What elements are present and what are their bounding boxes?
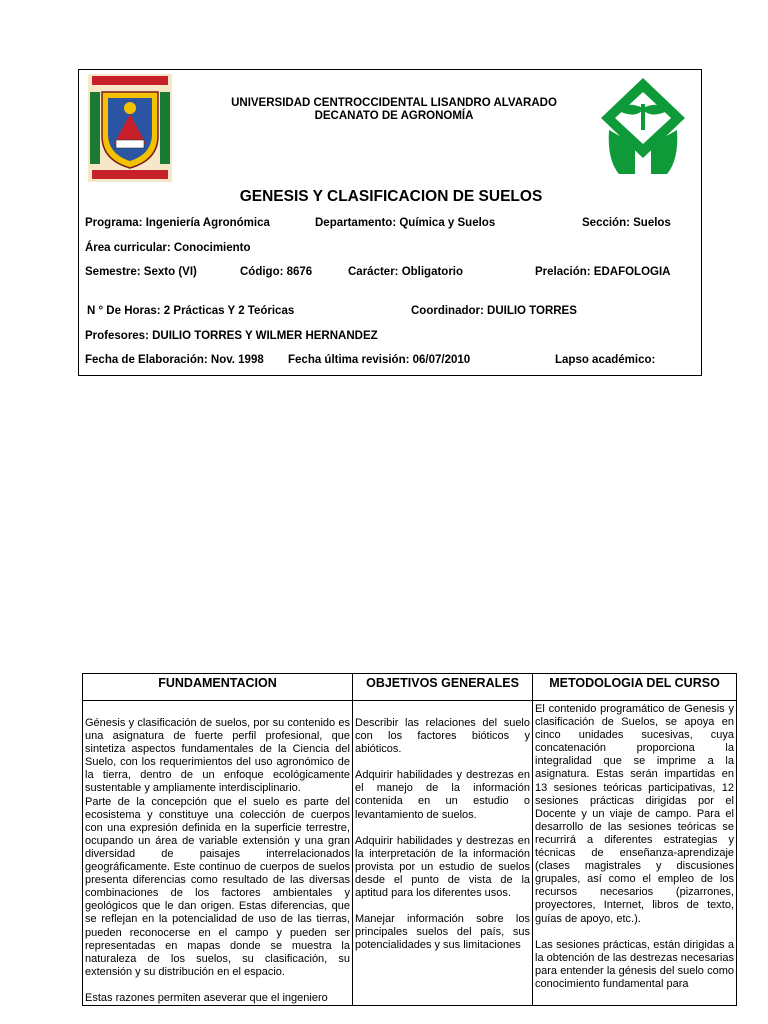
course-title: GENESIS Y CLASIFICACION DE SUELOS bbox=[239, 188, 543, 205]
objetivos-cell bbox=[353, 701, 533, 1006]
university-header bbox=[179, 97, 609, 123]
character-field: Carácter: Obligatorio bbox=[348, 266, 464, 278]
prelation-field: Prelación: EDAFOLOGIA bbox=[535, 266, 671, 278]
section-field: Sección: Suelos bbox=[582, 217, 671, 229]
table-header-row bbox=[83, 674, 737, 701]
department-field: Departamento: Química y Suelos bbox=[315, 217, 496, 229]
curricular-area-field: Área curricular: Conocimiento bbox=[85, 242, 251, 254]
objetivo-item: Adquirir habilidades y destrezas en la interpretación de la información provista por un estudio de suelos desde el punto de vista de la aptitud para los diferentes usos. bbox=[355, 834, 530, 900]
agronomy-seedling-logo bbox=[595, 74, 691, 178]
last-revision-field: Fecha última revisión: 06/07/2010 bbox=[288, 354, 471, 366]
code-field: Código: 8676 bbox=[240, 266, 313, 278]
objetivo-item: Adquirir habilidades y destrezas en el manejo de la información contenida en un estudio o levantamiento de suelos. bbox=[355, 769, 530, 821]
fundamentacion-paragraph: Génesis y clasificación de suelos, por su contenido es una asignatura de fuerte perfil profesional, que sintetiza aspectos fundamentales de la Ciencia del Suelo, con los requerimientos del uso agronómico de la tierra, dentro de un enfoque ecológicamente sustentable y ampliamente interdisciplinario. bbox=[85, 717, 350, 795]
metodologia-cell bbox=[533, 701, 737, 1006]
metodologia-header: METODOLOGIA DEL CURSO bbox=[533, 674, 737, 701]
professors-field: Profesores: DUILIO TORRES Y WILMER HERNANDEZ bbox=[85, 330, 378, 342]
hours-field: N ° De Horas: 2 Prácticas Y 2 Teóricas bbox=[87, 305, 295, 317]
fundamentacion-cell bbox=[83, 701, 353, 1006]
metodologia-paragraph: Las sesiones prácticas, están dirigidas a la obtención de las destrezas necesarias para entender la génesis del suelo como conocimiento fundamental para bbox=[535, 938, 734, 990]
university-crest-logo bbox=[88, 74, 172, 182]
course-description-table bbox=[82, 673, 737, 1006]
table-row bbox=[83, 701, 737, 1006]
fundamentacion-header: FUNDAMENTACION bbox=[83, 674, 353, 701]
objetivos-header: OBJETIVOS GENERALES bbox=[353, 674, 533, 701]
elaboration-date-field: Fecha de Elaboración: Nov. 1998 bbox=[85, 354, 264, 366]
course-header-box bbox=[78, 69, 702, 376]
program-field: Programa: Ingeniería Agronómica bbox=[85, 217, 270, 229]
coordinator-field: Coordinador: DUILIO TORRES bbox=[411, 305, 577, 317]
objetivo-item: Manejar información sobre los principales suelos del país, sus potencialidades y sus limitaciones bbox=[355, 913, 530, 952]
metodologia-paragraph: El contenido programático de Genesis y clasificación de Suelos, se apoya en cinco unidades sucesivas, cuya concatenación proporciona la integralidad que se imprime a la asignatura. Estas serán impartidas en 13 sesiones teóricas participativas, 12 sesiones prácticas dirigidas por el Docente y un viaje de campo. Para el desarrollo de las sesiones teóricas se recurrirá a diferentes estrategias y técnicas de enseñanza-aprendizaje (clases magistrales y discusiones grupales, así como el empleo de los recursos necesarios (pizarrones, proyectores, Internet, libros de texto, guías de apoyo, etc.). bbox=[535, 703, 734, 925]
objetivo-item: Describir las relaciones del suelo con los factores bióticos y abióticos. bbox=[355, 717, 530, 756]
fundamentacion-paragraph: Parte de la concepción que el suelo es parte del ecosistema y constituye una colección de cuerpos con una expresión definida en la superficie terrestre, ocupando un área de variable extensión y una gran diversidad de paisajes interrelacionados geográficamente. Este continuo de cuerpos de suelos presenta diferencias como resultado de las diversas combinaciones de los factores ambientales y geológicos que le dan origen. Estas diferencias, que se reflejan en la potencialidad de uso de las tierras, pueden reconocerse en el campo y pueden ser representadas en mapas donde se muestra la naturaleza de los suelos, su clasificación, su extensión y su distribución en el espacio. bbox=[85, 795, 350, 978]
university-name: UNIVERSIDAD CENTROCCIDENTAL LISANDRO ALVARADO bbox=[231, 97, 557, 109]
fundamentacion-paragraph: Estas razones permiten aseverar que el ingeniero bbox=[85, 991, 328, 1004]
deanery-name: DECANATO DE AGRONOMÍA bbox=[314, 110, 474, 122]
academic-term-field: Lapso académico: bbox=[555, 354, 656, 366]
semester-field: Semestre: Sexto (VI) bbox=[85, 266, 197, 278]
